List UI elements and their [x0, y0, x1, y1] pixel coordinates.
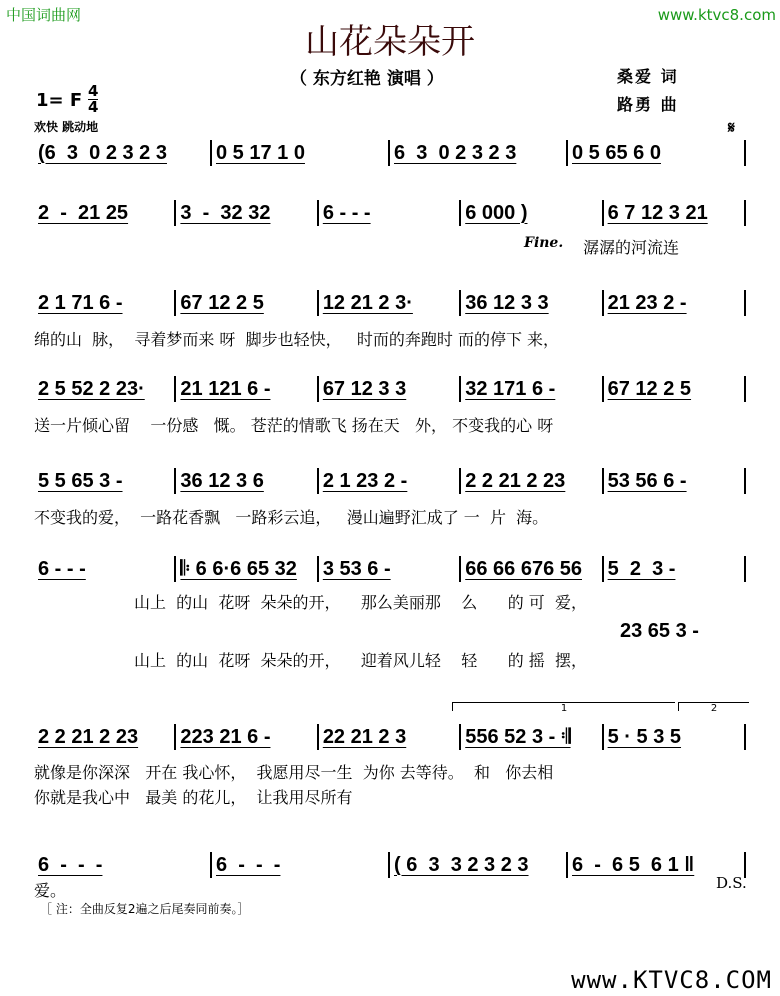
measure: 2 - 21 25	[38, 201, 129, 224]
song-title: 山花朵朵开	[305, 22, 475, 62]
measure: (6 3 0 2 3 2 3	[38, 141, 167, 164]
bar-line	[744, 290, 746, 316]
measure: 0 5 17 1 0	[216, 141, 305, 164]
measure: 2 1 23 2 -	[322, 469, 408, 492]
lyric-line: 不变我的爱， 一路花香飘 一路彩云追， 漫山遍野汇成了 一 片 海。	[34, 508, 549, 527]
staff-line	[34, 468, 746, 494]
staff-line	[34, 556, 746, 582]
measure: 21 23 2 -	[607, 291, 687, 314]
staff-line	[34, 290, 746, 316]
measure: 5 2 3 -	[607, 557, 676, 580]
staff-line	[34, 724, 746, 750]
bar-line	[744, 556, 746, 582]
measure: 6 3 0 2 3 2 3	[394, 141, 517, 164]
measure: 6 000 )	[465, 201, 528, 224]
staff-line	[34, 376, 746, 402]
measure: 67 12 2 5	[180, 291, 264, 314]
measure: 3 53 6 -	[322, 557, 391, 580]
measure: 32 171 6 -	[465, 377, 556, 400]
staff-line	[34, 852, 746, 878]
site-url: www.ktvc8.com	[657, 6, 776, 24]
measure: 6 - 6 5 6 1 ‖	[572, 853, 695, 876]
measure: 36 12 3 6	[180, 469, 264, 492]
site-name: 中国词曲网	[6, 6, 82, 24]
volta-bracket: 1	[452, 702, 675, 711]
measure: 556 52 3 - 𝄇	[465, 725, 571, 748]
fine-marking: Fine.	[524, 235, 564, 251]
lyricist: 桑爱 词	[617, 67, 679, 86]
volta-bracket: 2	[678, 702, 749, 711]
time-signature: 4 4	[88, 82, 99, 116]
bar-line	[744, 468, 746, 494]
measure: ( 6 3 3 2 3 2 3	[394, 853, 529, 876]
segno-icon: 𝄋	[728, 118, 735, 137]
watermark: www.KTVC8.COM	[571, 966, 772, 994]
measure: 53 56 6 -	[607, 469, 687, 492]
bar-line	[744, 200, 746, 226]
measure: 2 1 71 6 -	[38, 291, 123, 314]
singer: （ 东方红艳 演唱 ）	[290, 69, 444, 89]
lyric-line: 爱。	[34, 881, 67, 900]
measure: 223 21 6 -	[180, 725, 271, 748]
footnote: ［ 注：全曲反复2遍之后尾奏同前奏。］	[40, 902, 250, 916]
staff-line	[34, 200, 746, 226]
lyric-line: 送一片倾心留 一份感 慨。 苍茫的情歌飞 扬在天 外， 不变我的心 呀	[34, 416, 554, 435]
measure: 2 2 21 2 23	[38, 725, 139, 748]
measure: 6 - - -	[38, 853, 103, 876]
key-signature: 1= F	[36, 90, 83, 111]
measure: 6 - - -	[38, 557, 86, 580]
measure: 66 66 676 56	[465, 557, 582, 580]
staff-line	[34, 140, 746, 166]
bar-line	[744, 724, 746, 750]
measure: 22 21 2 3	[322, 725, 407, 748]
measure: 21 121 6 -	[180, 377, 271, 400]
measure: 12 21 2 3·	[322, 291, 413, 314]
measure: 3 - 32 32	[180, 201, 271, 224]
measure: 6 7 12 3 21	[607, 201, 708, 224]
lyric-line: 潺潺的河流连	[583, 238, 680, 257]
measure: 0 5 65 6 0	[572, 141, 661, 164]
lyric-line: 山上 的山 花呀 朵朵的开， 那么美丽那 么 的 可 爱，	[134, 593, 587, 612]
measure: 2 5 52 2 23·	[38, 377, 145, 400]
tempo-marking: 欢快 跳动地	[34, 120, 99, 134]
lyric-line: 你就是我心中 最美 的花儿， 让我用尽所有	[34, 788, 353, 807]
bar-line	[744, 376, 746, 402]
measure: 67 12 3 3	[322, 377, 407, 400]
measure: 6 - - -	[322, 201, 371, 224]
measure: 5 · 5 3 5	[607, 725, 682, 748]
lyric-line: 就像是你深深 开在 我心怀， 我愿用尽一生 为你 去等待。 和 你去相	[34, 763, 554, 782]
lyric-line: 山上 的山 花呀 朵朵的开， 迎着风儿轻 轻 的 摇 摆，	[134, 651, 587, 670]
measure: 2 2 21 2 23	[465, 469, 566, 492]
measure: 5 5 65 3 -	[38, 469, 123, 492]
lyric-line: 绵的山 脉， 寻着梦而来 呀 脚步也轻快， 时而的奔跑时 而的停下 来，	[34, 330, 560, 349]
composer: 路勇 曲	[617, 95, 679, 114]
measure: 36 12 3 3	[465, 291, 549, 314]
bar-line	[744, 140, 746, 166]
alternate-notes: 23 65 3 -	[620, 620, 699, 642]
measure: 67 12 2 5	[607, 377, 692, 400]
dal-segno: D.S.	[716, 874, 747, 892]
measure: 𝄆 6 6·6 65 32	[180, 557, 297, 580]
measure: 6 - - -	[216, 853, 281, 876]
